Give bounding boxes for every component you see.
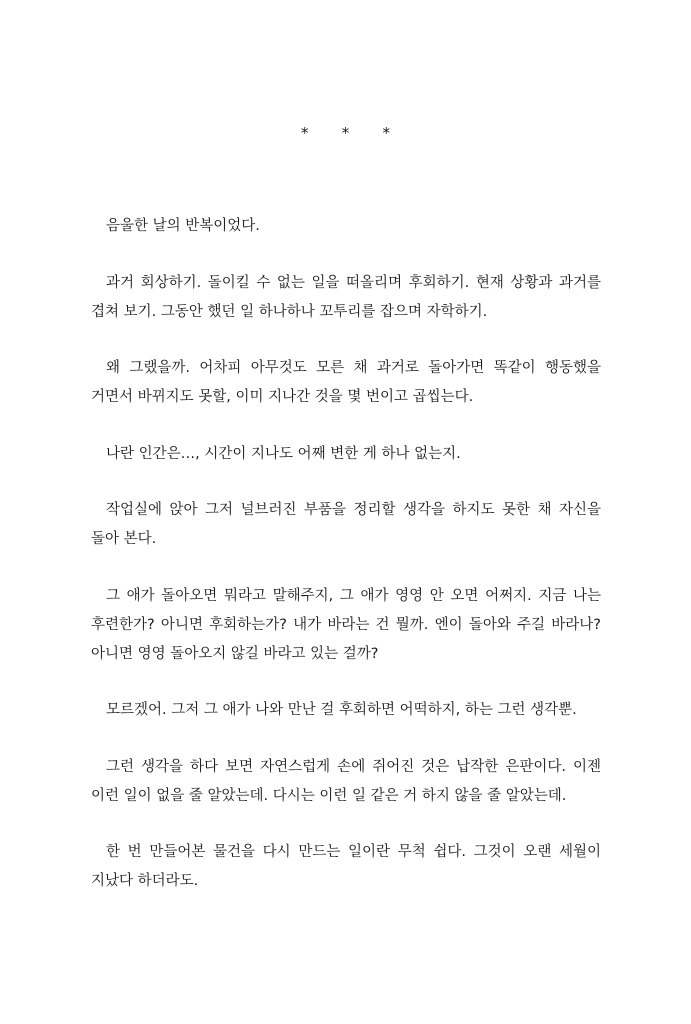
paragraph: 한 번 만들어본 물건을 다시 만드는 일이란 무척 쉽다. 그것이 오랜 세월이 지났다 하더라도. [91,844,601,889]
paragraph: 작업실에 앉아 그저 널브러진 부품을 정리할 생각을 하지도 못한 채 자신을 돌아 본다. [91,502,601,547]
scene-break-star: * [382,124,391,142]
paragraph: 그 애가 돌아오면 뭐라고 말해주지, 그 애가 영영 안 오면 어쩌지. 지금 나는 후련한가? 아니면 후회하는가? 내가 바라는 건 뭘까. 엔이 돌아와 주길 바라나? 아니면 영영 돌아오지 않길 바라고 있는 걸까? [91,587,601,662]
paragraph: 과거 회상하기. 돌이킬 수 없는 일을 떠올리며 후회하기. 현재 상황과 과거를 겹쳐 보기. 그동안 했던 일 하나하나 꼬투리를 잡으며 자학하기. [91,274,601,320]
paragraph: 모르겠어. 그저 그 애가 나와 만난 걸 후회하면 어떡하지, 하는 그런 생각뿐. [106,702,577,718]
scene-break [0,124,691,142]
scene-break-star: * [300,124,309,142]
paragraph: 왜 그랬을까. 어차피 아무것도 모른 채 과거로 돌아가면 똑같이 행동했을 거면서 바뀌지도 못할, 이미 지나간 것을 몇 번이고 곱씹는다. [91,360,601,405]
scene-break-star: * [341,124,350,142]
body-text [91,212,601,924]
paragraph: 음울한 날의 반복이었다. [106,218,260,234]
paragraph: 그런 생각을 하다 보면 자연스럽게 손에 쥐어진 것은 납작한 은판이다. 이젠 이런 일이 없을 줄 알았는데. 다시는 이런 일 같은 거 하지 않을 줄 알았는데. [91,758,601,804]
paragraph: 나란 인간은…, 시간이 지나도 어째 변한 게 하나 없는지. [106,445,461,462]
